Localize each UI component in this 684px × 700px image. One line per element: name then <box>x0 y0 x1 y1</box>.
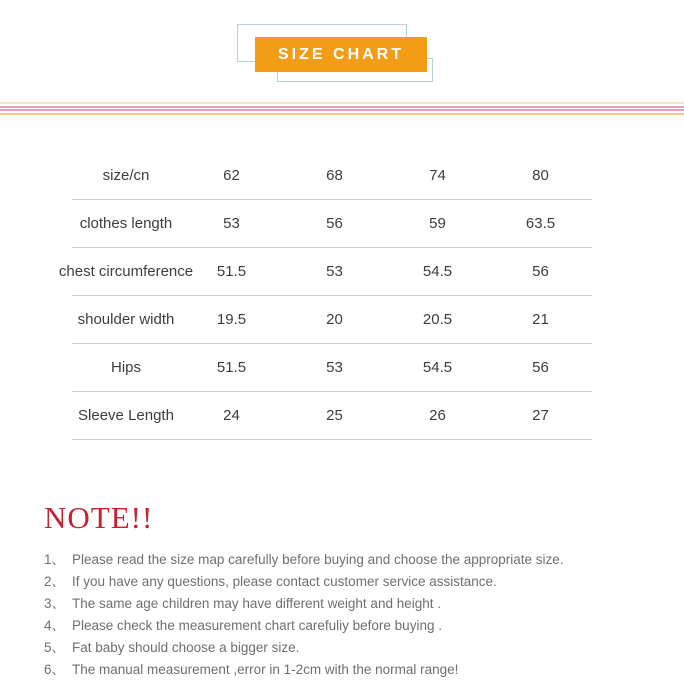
row-label: size/cn <box>102 167 150 184</box>
cell-value: 63.5 <box>525 215 556 232</box>
stripe-pink-top <box>0 106 684 108</box>
cell-value: 20.5 <box>422 311 453 328</box>
note-item <box>44 637 654 659</box>
stripe-gold <box>0 113 684 115</box>
cell-value: 53 <box>326 263 343 280</box>
row-label: chest circumference <box>58 263 194 280</box>
cell-value: 19.5 <box>216 311 247 328</box>
note-item <box>44 659 654 681</box>
row-label-cell <box>72 359 180 376</box>
size-chart-banner <box>255 37 427 72</box>
note-item <box>44 549 654 571</box>
row-label-cell <box>72 215 180 232</box>
note-text: Please read the size map carefully before buying and choose the appropriate size. <box>72 552 564 567</box>
cell-value: 51.5 <box>216 263 247 280</box>
cell-value: 21 <box>532 311 549 328</box>
row-label: clothes length <box>79 215 173 232</box>
row-label-cell <box>72 311 180 328</box>
row-label: Sleeve Length <box>78 407 174 424</box>
note-text: Fat baby should choose a bigger size. <box>72 640 300 655</box>
cell-value: 53 <box>326 359 343 376</box>
table-row <box>58 248 592 296</box>
note-heading: NOTE!! <box>44 500 154 535</box>
stripe-pale-yellow <box>0 102 684 104</box>
table-row <box>72 344 592 392</box>
row-label-cell <box>58 263 194 280</box>
page-title: SIZE CHART <box>278 45 404 63</box>
row-label: Hips <box>110 359 141 376</box>
note-number: 2、 <box>44 574 66 589</box>
cell-value: 54.5 <box>422 263 453 280</box>
note-item <box>44 615 654 637</box>
note-text: Please check the measurement chart carefuliy before buying . <box>72 618 442 633</box>
note-section <box>44 500 654 681</box>
table-row <box>72 152 592 200</box>
cell-value: 74 <box>429 167 446 184</box>
table-row <box>72 200 592 248</box>
note-number: 4、 <box>44 618 66 633</box>
cell-value: 53 <box>223 215 240 232</box>
cell-value: 59 <box>429 215 446 232</box>
cell-value: 27 <box>532 407 549 424</box>
cell-value: 51.5 <box>216 359 247 376</box>
note-number: 1、 <box>44 552 66 567</box>
note-number: 5、 <box>44 640 66 655</box>
cell-value: 80 <box>532 167 549 184</box>
note-text: The same age children may have different weight and height . <box>72 596 441 611</box>
cell-value: 54.5 <box>422 359 453 376</box>
note-list <box>44 549 654 681</box>
cell-value: 26 <box>429 407 446 424</box>
stripe-divider <box>0 102 684 115</box>
cell-value: 56 <box>532 359 549 376</box>
row-label-cell <box>72 167 180 184</box>
note-text: If you have any questions, please contact customer service assistance. <box>72 574 497 589</box>
cell-value: 20 <box>326 311 343 328</box>
cell-value: 24 <box>223 407 240 424</box>
row-label: shoulder width <box>77 311 175 328</box>
note-item <box>44 571 654 593</box>
note-item <box>44 593 654 615</box>
table-row <box>72 392 592 440</box>
cell-value: 62 <box>223 167 240 184</box>
cell-value: 56 <box>326 215 343 232</box>
cell-value: 68 <box>326 167 343 184</box>
row-label-cell <box>72 407 180 424</box>
table-row <box>72 296 592 344</box>
note-number: 6、 <box>44 662 66 677</box>
size-table <box>58 152 592 440</box>
cell-value: 56 <box>532 263 549 280</box>
note-number: 3、 <box>44 596 66 611</box>
stripe-pink-bottom <box>0 109 684 111</box>
note-text: The manual measurement ,error in 1-2cm with the normal range! <box>72 662 459 677</box>
cell-value: 25 <box>326 407 343 424</box>
